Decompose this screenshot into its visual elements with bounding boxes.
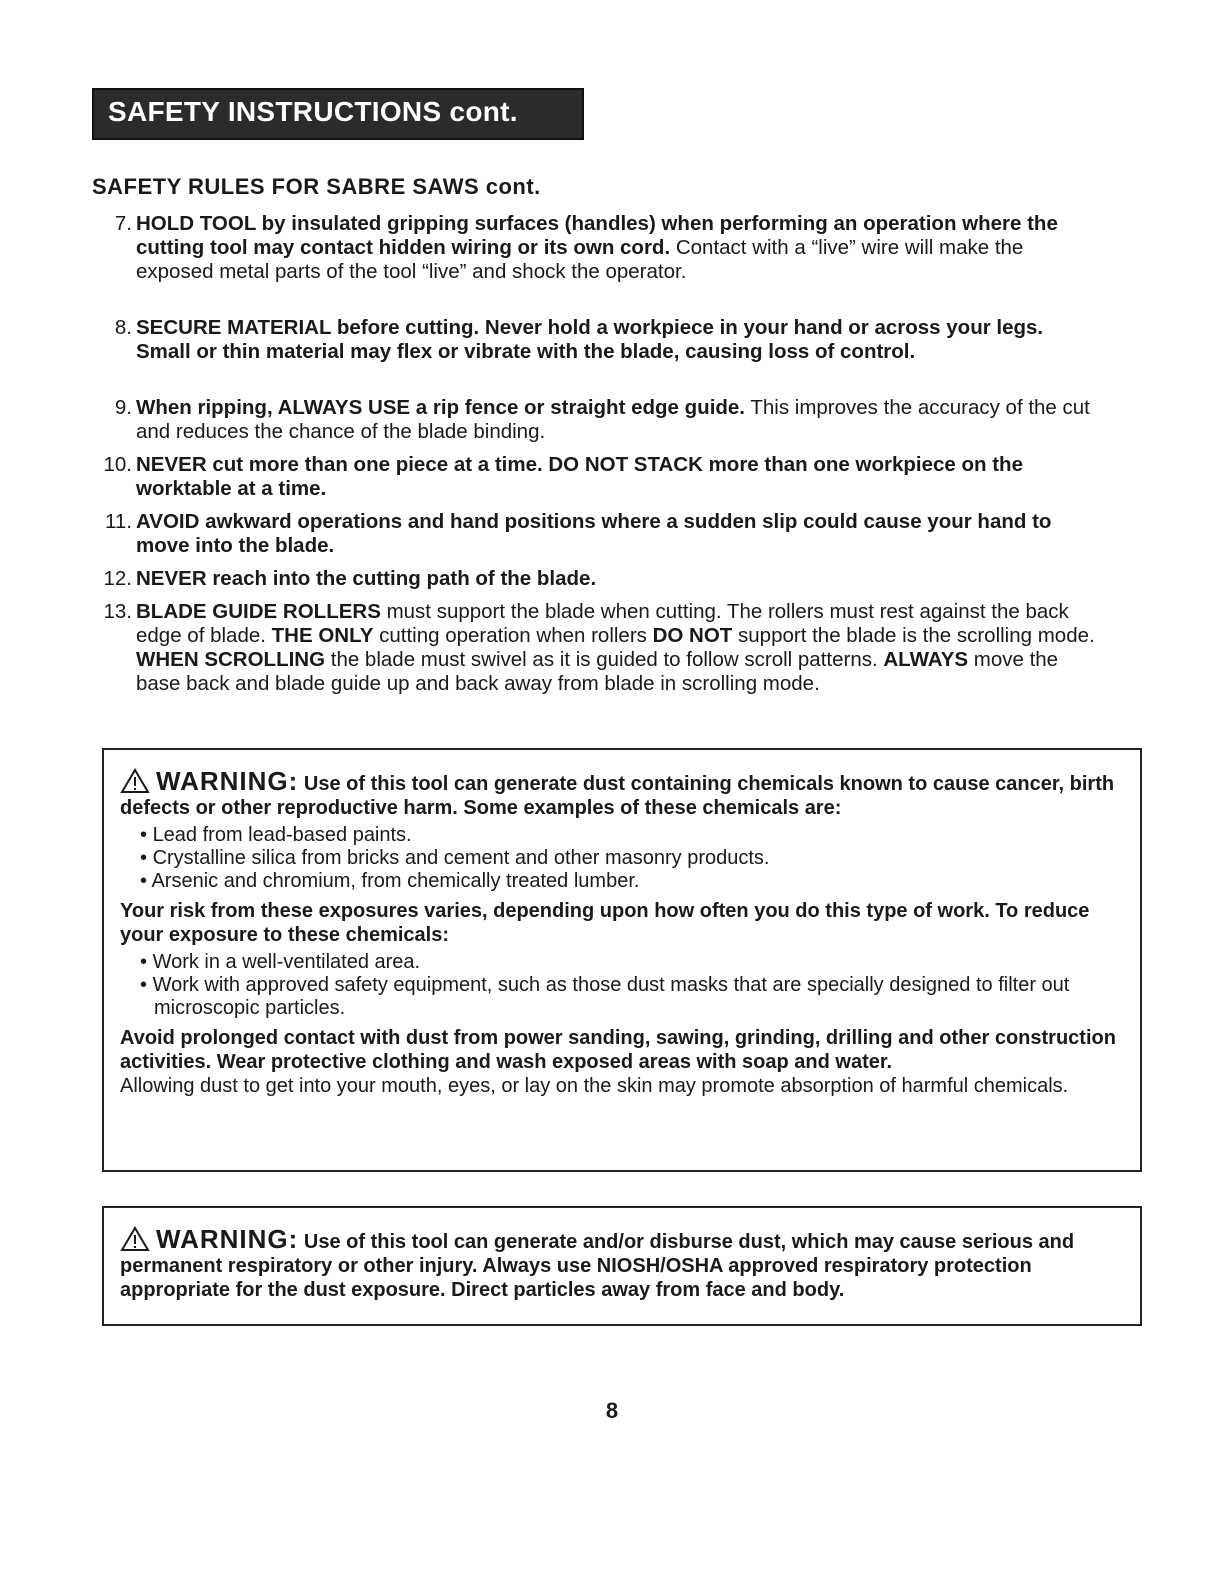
list-item: • Arsenic and chromium, from chemically treated lumber. [140, 870, 640, 892]
banner-title: SAFETY INSTRUCTIONS cont. [108, 96, 518, 127]
warning-text: Use of this tool can generate and/or disburse dust, which may cause serious and permanent respiratory or other injury. Always use NIOSH/OSHA approved respiratory protection appropriate for the dust exposure. Direct particles away from face and body. [120, 1231, 1075, 1301]
rule-8: 8. SECURE MATERIAL before cutting. Never hold a workpiece in your hand or across your legs. Small or thin material may flex or vibrate with the blade, causing loss of control. [114, 316, 1044, 363]
page-number: 8 [605, 1398, 619, 1423]
list-item: • Work with approved safety equipment, such as those dust masks that are specially designed to filter out microscopic particles. [140, 974, 1070, 1019]
rule-11: 11. AVOID awkward operations and hand positions where a sudden slip could cause your hand to move into the blade. [105, 510, 1052, 557]
rule-10: 10. NEVER cut more than one piece at a time. DO NOT STACK more than one workpiece on the worktable at a time. [103, 453, 1023, 500]
rule-13: 13. BLADE GUIDE ROLLERS must support the blade when cutting. The rollers must rest against the back edge of blade. THE ONLY cutting operation when rollers DO NOT support the blade is the scrolling mode. WHEN SCROLLING the blade must swivel as it is guided to follow scroll patterns. ALWAYS move the base back and blade guide up and back away from blade in scrolling mode. [103, 600, 1095, 695]
list-item: • Lead from lead-based paints. [140, 824, 412, 846]
rule-7: 7. HOLD TOOL by insulated gripping surfaces (handles) when performing an operation where the cutting tool may contact hidden wiring or its own cord. Contact with a “live” wire will make the exposed metal parts of the tool “live” and shock the operator. [114, 212, 1058, 283]
section-title: SAFETY RULES FOR SABRE SAWS cont. [92, 174, 541, 199]
warning-intro: WARNING: Use of this tool can generate dust containing chemicals known to cause cancer, birth defects or other reproductive harm. Some examples of these chemicals are: [120, 766, 1115, 819]
warning-label: WARNING: [156, 766, 299, 796]
warning-triangle-icon [120, 1226, 150, 1252]
warning-box-dust [102, 1206, 1142, 1326]
allowing-statement: Allowing dust to get into your mouth, eyes, or lay on the skin may promote absorption of harmful chemicals. [120, 1075, 1069, 1097]
risk-statement: Your risk from these exposures varies, depending upon how often you do this type of work. To reduce your exposure to these chemicals: [120, 900, 1090, 946]
list-item: • Work in a well-ventilated area. [140, 951, 421, 973]
rule-9: 9. When ripping, ALWAYS USE a rip fence or straight edge guide. This improves the accuracy of the cut and reduces the chance of the blade binding. [114, 396, 1090, 443]
list-item: • Crystalline silica from bricks and cement and other masonry products. [140, 847, 770, 869]
avoid-statement: Avoid prolonged contact with dust from power sanding, sawing, grinding, drilling and other construction activities. Wear protective clothing and wash exposed areas with soap and water. [120, 1027, 1116, 1073]
section-banner [92, 88, 584, 140]
warning-box-chemicals [102, 748, 1142, 1172]
rule-12: 12. NEVER reach into the cutting path of the blade. [103, 567, 597, 590]
warning-triangle-icon [120, 768, 150, 794]
warning-label: WARNING: [156, 1224, 299, 1254]
